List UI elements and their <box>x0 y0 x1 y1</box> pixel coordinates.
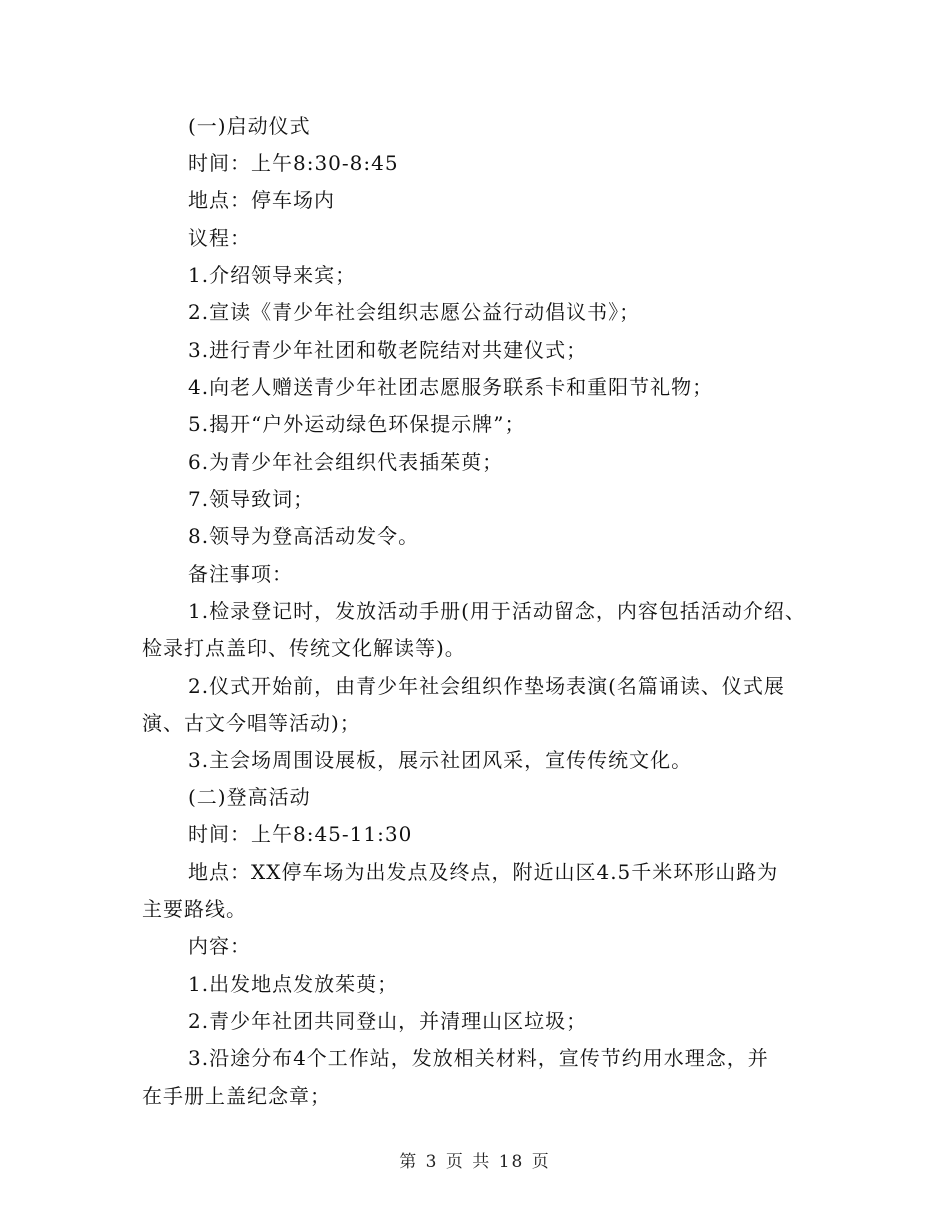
section-heading-climbing-activity: (二)登高活动 <box>188 785 311 809</box>
list-item: 8.领导为登高活动发令。 <box>188 524 420 548</box>
list-item-continuation: 检录打点盖印、传统文化解读等)。 <box>142 636 466 660</box>
page-number-footer: 第 3 页 共 18 页 <box>399 1152 551 1172</box>
list-item: 3.主会场周围设展板，展示社团风采，宣传传统文化。 <box>188 748 693 772</box>
paragraph-line-continuation: 主要路线。 <box>142 897 247 921</box>
list-item: 2.宣读《青少年社会组织志愿公益行动倡议书》； <box>188 300 641 324</box>
list-item: 4.向老人赠送青少年社团志愿服务联系卡和重阳节礼物； <box>188 375 714 399</box>
paragraph-line: 备注事项： <box>188 562 293 586</box>
list-item: 7.领导致词； <box>188 487 315 511</box>
list-item: 6.为青少年社会组织代表插茱萸； <box>188 450 504 474</box>
list-item: 3.沿途分布4个工作站，发放相关材料，宣传节约用水理念，并 <box>188 1046 769 1070</box>
paragraph-line: 议程： <box>188 226 251 250</box>
paragraph-line: 时间：上午8:45-11:30 <box>188 822 413 846</box>
list-item: 1.检录登记时，发放活动手册(用于活动留念，内容包括活动介绍、 <box>188 599 806 623</box>
paragraph-line: 内容： <box>188 934 251 958</box>
list-item-continuation: 在手册上盖纪念章； <box>142 1084 331 1108</box>
paragraph-line: 地点：XX停车场为出发点及终点，附近山区4.5千米环形山路为 <box>188 860 779 884</box>
list-item: 2.仪式开始前，由青少年社会组织作垫场表演(名篇诵读、仪式展 <box>188 674 785 698</box>
list-item: 1.介绍领导来宾； <box>188 263 357 287</box>
list-item: 3.进行青少年社团和敬老院结对共建仪式； <box>188 338 588 362</box>
section-heading-launch-ceremony: (一)启动仪式 <box>188 114 311 138</box>
paragraph-line: 时间：上午8:30-8:45 <box>188 151 399 175</box>
list-item: 2.青少年社团共同登山，并清理山区垃圾； <box>188 1009 588 1033</box>
paragraph-line: 地点：停车场内 <box>188 188 335 212</box>
list-item: 5.揭开“户外运动绿色环保提示牌”； <box>188 412 526 436</box>
list-item: 1.出发地点发放茱萸； <box>188 972 399 996</box>
list-item-continuation: 演、古文今唱等活动)； <box>142 711 361 735</box>
